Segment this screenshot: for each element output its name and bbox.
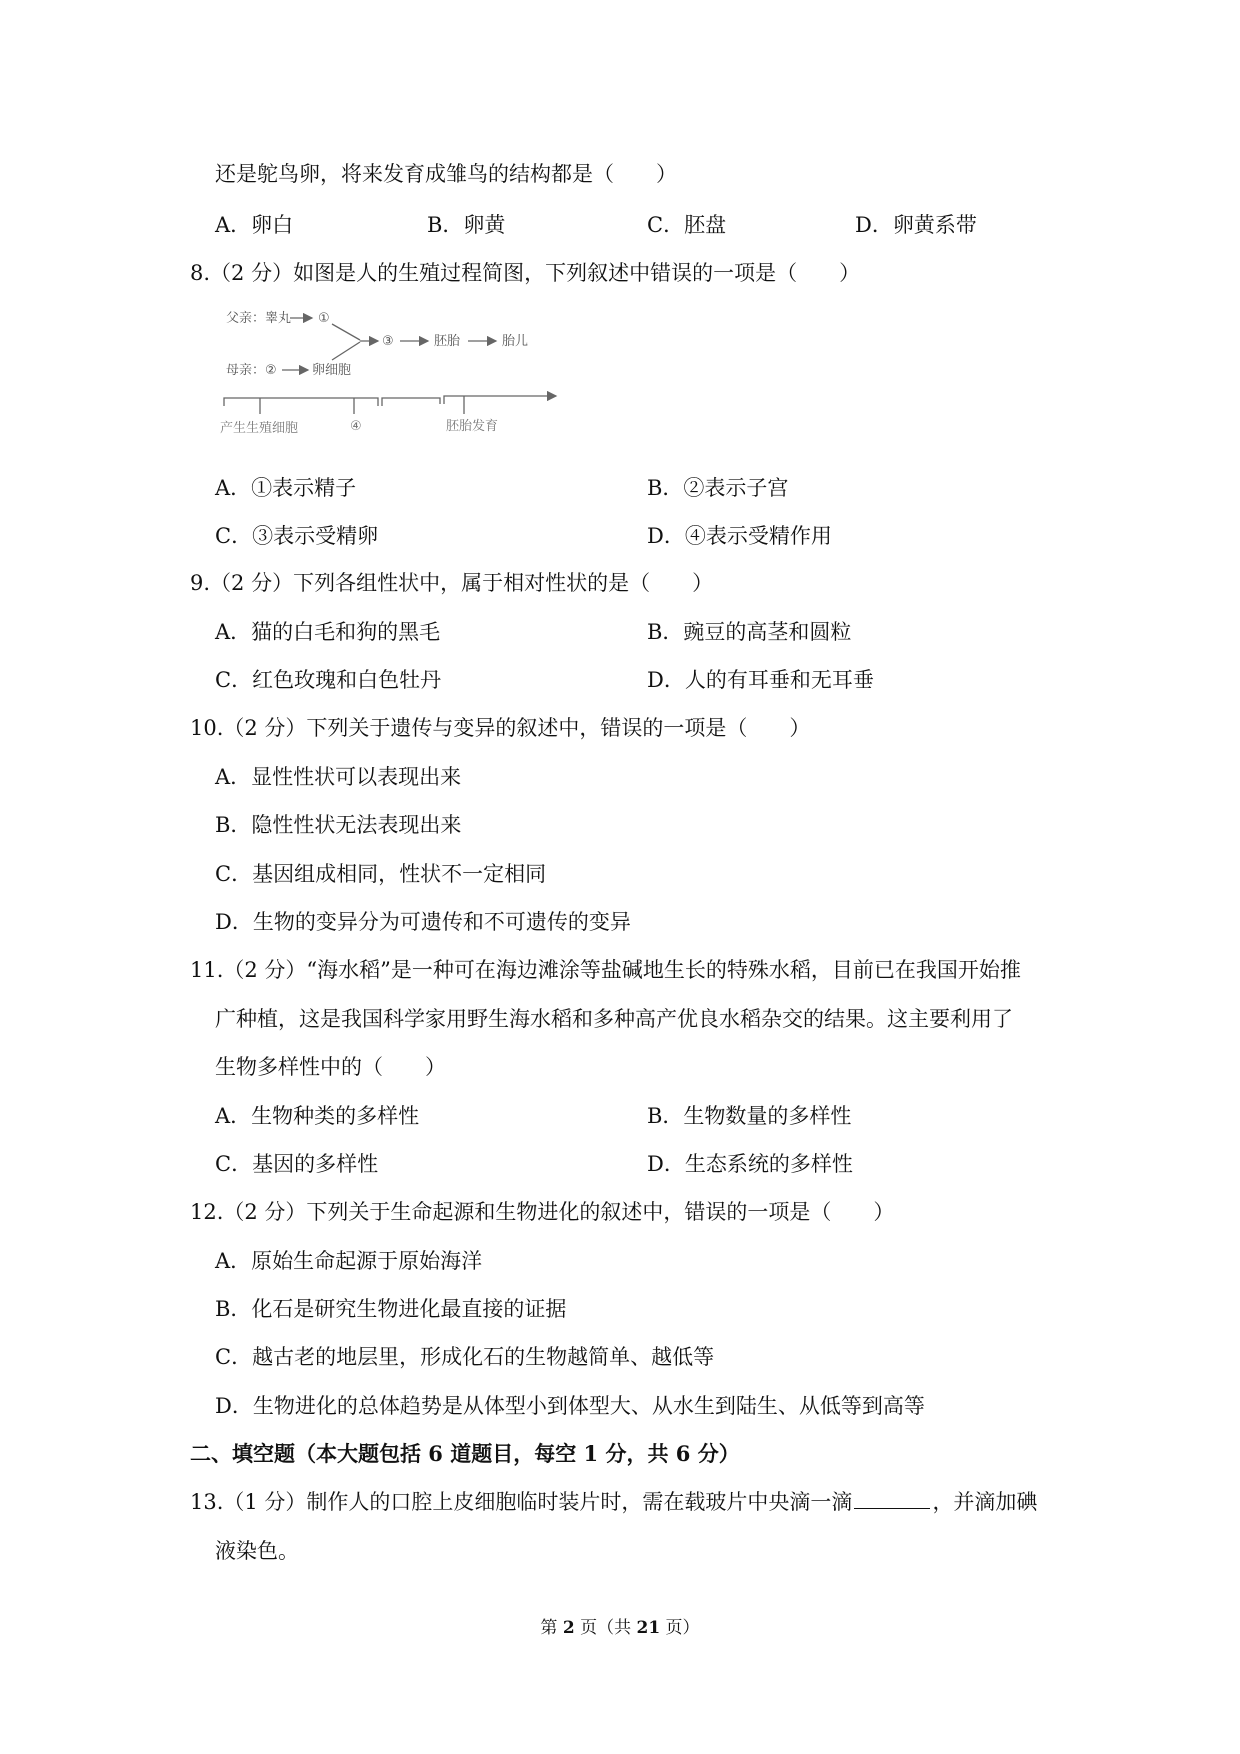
q11-option-b: B．生物数量的多样性: [647, 1104, 852, 1128]
q12-option-a: A．原始生命起源于原始海洋: [215, 1249, 483, 1273]
q11-stem-line2: 广种植，这是我国科学家用野生海水稻和多种高产优良水稻杂交的结果。这主要利用了: [215, 1007, 1013, 1031]
q8-stem: 8.（2 分）如图是人的生殖过程简图，下列叙述中错误的一项是（ ）: [190, 261, 861, 285]
diagram-bracket-3: [444, 396, 530, 404]
diagram-join-upper: [332, 324, 360, 340]
q10-option-c: C．基因组成相同，性状不一定相同: [215, 862, 547, 886]
q13-stem-part1: 13.（1 分）制作人的口腔上皮细胞临时装片时，需在载玻片中央滴一滴: [190, 1490, 853, 1514]
footer-total-pages: 21: [636, 1618, 661, 1638]
q8-option-c: C．③表示受精卵: [215, 524, 379, 548]
q11-stem-line3: 生物多样性中的（ ）: [215, 1055, 446, 1079]
footer-prefix: 第: [540, 1618, 563, 1638]
q12-stem: 12.（2 分）下列关于生命起源和生物进化的叙述中，错误的一项是（ ）: [190, 1200, 895, 1224]
diagram-father-label: 父亲：睾丸: [226, 311, 292, 326]
q10-stem: 10.（2 分）下列关于遗传与变异的叙述中，错误的一项是（ ）: [190, 716, 811, 740]
q9-option-c: C．红色玫瑰和白色牡丹: [215, 668, 442, 692]
diagram-stage-embryonic: 胚胎发育: [446, 419, 499, 434]
q12-option-b: B．化石是研究生物进化最直接的证据: [215, 1297, 567, 1321]
q12-option-d: D．生物进化的总体趋势是从体型小到体型大、从水生到陆生、从低等到高等: [215, 1394, 925, 1418]
q13-stem-line2: 液染色。: [215, 1539, 299, 1563]
diagram-embryo-label: 胚胎: [434, 334, 461, 349]
q8-option-a: A．①表示精子: [215, 476, 357, 500]
q9-option-d: D．人的有耳垂和无耳垂: [647, 668, 874, 692]
q10-option-b: B．隐性性状无法表现出来: [215, 813, 462, 837]
q12-option-c: C．越古老的地层里，形成化石的生物越简单、越低等: [215, 1345, 715, 1369]
q9-stem: 9.（2 分）下列各组性状中，属于相对性状的是（ ）: [190, 571, 714, 595]
q13-stem-part2: ，并滴加碘: [932, 1490, 1038, 1514]
q7-option-d: D．卵黄系带: [855, 213, 977, 237]
q10-option-a: A．显性性状可以表现出来: [215, 765, 462, 789]
q9-option-b: B．豌豆的高茎和圆粒: [647, 620, 852, 644]
footer-suffix: 页）: [660, 1618, 700, 1638]
diagram-bracket-1: [224, 398, 378, 406]
section-2-heading: 二、填空题（本大题包括 6 道题目，每空 1 分，共 6 分）: [190, 1441, 740, 1466]
q11-option-a: A．生物种类的多样性: [215, 1104, 420, 1128]
diagram-egg-label: 卵细胞: [312, 363, 352, 378]
q7-option-a: A．卵白: [215, 213, 294, 237]
q10-option-d: D．生物的变异分为可遗传和不可遗传的变异: [215, 910, 631, 934]
q11-option-d: D．生态系统的多样性: [647, 1152, 853, 1176]
diagram-circle-1: ①: [318, 311, 330, 326]
q11-stem-line1: 11.（2 分）“海水稻”是一种可在海边滩涂等盐碱地生长的特殊水稻，目前已在我国开始推: [190, 958, 1021, 982]
q7-option-c: C．胚盘: [647, 213, 727, 237]
reproduction-diagram: [220, 298, 610, 463]
diagram-mother-label: 母亲：②: [226, 363, 277, 378]
q8-option-d: D．④表示受精作用: [647, 524, 832, 548]
q7-option-b: B．卵黄: [427, 213, 506, 237]
q9-option-a: A．猫的白毛和狗的黑毛: [215, 620, 441, 644]
q7-stem-continuation: 还是鸵鸟卵，将来发育成雏鸟的结构都是（ ）: [215, 162, 677, 186]
footer-middle: 页（共: [574, 1618, 637, 1638]
diagram-fetus-label: 胎儿: [502, 334, 529, 349]
q8-option-b: B．②表示子宫: [647, 476, 789, 500]
diagram-stage-gametes: 产生生殖细胞: [220, 421, 299, 436]
diagram-circle-3: ③: [382, 334, 394, 349]
page-footer: [0, 1616, 1240, 1640]
diagram-bracket-2: [382, 398, 440, 406]
diagram-circle-4: ④: [350, 419, 362, 434]
q11-option-c: C．基因的多样性: [215, 1152, 379, 1176]
diagram-join-lower: [332, 342, 360, 360]
footer-page-number: 2: [562, 1618, 575, 1638]
q13-answer-blank[interactable]: [854, 1488, 930, 1509]
q13-stem: [190, 1488, 1037, 1516]
